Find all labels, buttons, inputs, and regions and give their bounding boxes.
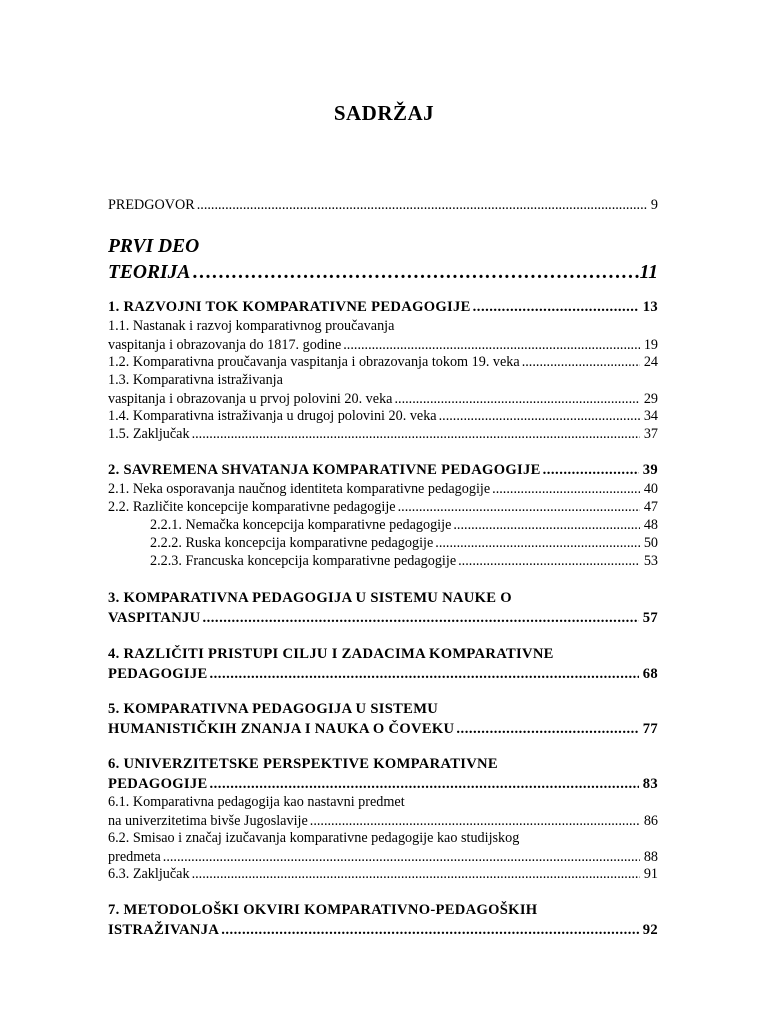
subsection-title: 2.2.3. Francuska koncepcija komparativne pedagogije: [150, 553, 457, 569]
section-title: 6.3. Zaključak: [108, 866, 190, 882]
toc-subsection-2-2-3: [150, 552, 658, 571]
toc-chapter-7: [108, 900, 658, 940]
toc-page-number: 48: [643, 517, 658, 533]
toc-section-6-1: [108, 793, 658, 830]
part-title: TEORIJA: [108, 262, 191, 283]
toc-page-number: 50: [643, 535, 658, 551]
chapter-title-cont: VASPITANJU: [108, 610, 201, 626]
chapter-title: 3. KOMPARATIVNA PEDAGOGIJA U SISTEMU NAUKE O: [108, 590, 512, 606]
dot-leader: [195, 196, 647, 215]
dot-leader: [190, 865, 640, 884]
toc-chapter-1: [108, 297, 658, 317]
dot-leader: [433, 534, 640, 553]
dot-leader: [392, 390, 639, 409]
toc-section-2-1: [108, 480, 658, 499]
toc-page-number: 9: [650, 197, 658, 213]
section-title-cont: na univerzitetima bivše Jugoslavije: [108, 812, 308, 829]
toc-page-number: 13: [642, 299, 658, 315]
toc-page-number: 57: [642, 610, 658, 626]
toc-page-number: 19: [643, 336, 658, 353]
section-title: 6.2. Smisao i značaj izučavanja komparativne pedagogije kao studijskog: [108, 830, 520, 846]
chapter-title: 2. SAVREMENA SHVATANJA KOMPARATIVNE PEDAGOGIJE: [108, 462, 541, 478]
toc-entry-predgovor: [108, 196, 658, 215]
toc-section-1-5: [108, 425, 658, 444]
toc-entry-label: PREDGOVOR: [108, 197, 195, 213]
toc-section-1-4: [108, 407, 658, 426]
toc-section-6-3: [108, 865, 658, 884]
dot-leader: [520, 353, 640, 372]
toc-page-number: 91: [643, 866, 658, 882]
dot-leader: [219, 920, 639, 940]
section-title-cont: predmeta: [108, 848, 161, 865]
dot-leader: [471, 297, 639, 317]
dot-leader: [208, 774, 639, 794]
toc-page-number: 47: [643, 499, 658, 515]
chapter-title: 5. KOMPARATIVNA PEDAGOGIJA U SISTEMU: [108, 701, 439, 717]
section-title: 1.3. Komparativna istraživanja: [108, 372, 283, 388]
chapter-title: 4. RAZLIČITI PRISTUPI CILJU I ZADACIMA KOMPARATIVNE: [108, 646, 554, 662]
toc-chapter-3: [108, 588, 658, 628]
part-label: PRVI DEO: [108, 236, 200, 257]
subsection-title: 2.2.2. Ruska koncepcija komparativne pedagogije: [150, 535, 434, 551]
toc-section-1-3: [108, 371, 658, 408]
toc-chapter-5: [108, 699, 658, 739]
dot-leader: [190, 260, 639, 286]
toc-page-number: 11: [639, 262, 658, 283]
chapter-title-cont: PEDAGOGIJE: [108, 776, 208, 792]
toc-section-1-2: [108, 353, 658, 372]
toc-subsection-2-2-2: [150, 534, 658, 553]
section-title: 2.1. Neka osporavanja naučnog identiteta komparativne pedagogije: [108, 481, 491, 497]
toc-page-number: 39: [642, 462, 658, 478]
section-title-cont: vaspitanja i obrazovanja u prvoj polovini 20. veka: [108, 390, 393, 407]
toc-page-number: 53: [643, 553, 658, 569]
toc-chapter-2: [108, 460, 658, 480]
chapter-title: 7. METODOLOŠKI OKVIRI KOMPARATIVNO-PEDAGOŠKIH: [108, 902, 538, 918]
toc-page-number: 86: [643, 812, 658, 829]
toc-page-number: 34: [643, 408, 658, 424]
subsection-title: 2.2.1. Nemačka koncepcija komparativne pedagogije: [150, 517, 452, 533]
toc-subsection-2-2-1: [150, 516, 658, 535]
page-title: SADRŽAJ: [333, 101, 435, 125]
section-title: 1.2. Komparativna proučavanja vaspitanja i obrazovanja tokom 19. veka: [108, 354, 520, 370]
section-title: 1.1. Nastanak i razvoj komparativnog proučavanja: [108, 318, 395, 334]
dot-leader: [308, 812, 640, 831]
dot-leader: [541, 460, 639, 480]
toc-section-1-1: [108, 317, 658, 354]
dot-leader: [200, 608, 638, 628]
toc-chapter-6: [108, 754, 658, 794]
toc-part-heading: [108, 234, 658, 286]
chapter-title-cont: HUMANISTIČKIH ZNANJA I NAUKA O ČOVEKU: [108, 721, 455, 737]
dot-leader: [451, 516, 639, 535]
dot-leader: [437, 407, 640, 426]
section-title: 6.1. Komparativna pedagogija kao nastavni predmet: [108, 794, 405, 810]
toc-page-number: 68: [642, 666, 658, 682]
toc-section-2-2: [108, 498, 658, 517]
section-title: 1.4. Komparativna istraživanja u drugoj polovini 20. veka: [108, 408, 437, 424]
toc-page-number: 29: [643, 390, 658, 407]
toc-section-6-2: [108, 829, 658, 866]
chapter-title-cont: ISTRAŽIVANJA: [108, 922, 220, 938]
toc-page-number: 77: [642, 721, 658, 737]
dot-leader: [454, 719, 638, 739]
section-title: 1.5. Zaključak: [108, 426, 190, 442]
dot-leader: [208, 664, 639, 684]
toc-page-number: 88: [643, 848, 658, 865]
dot-leader: [396, 498, 640, 517]
toc-page-number: 92: [642, 922, 658, 938]
chapter-title: 6. UNIVERZITETSKE PERSPEKTIVE KOMPARATIVNE: [108, 756, 498, 772]
toc-page-number: 83: [642, 776, 658, 792]
toc-chapter-4: [108, 644, 658, 684]
dot-leader: [341, 336, 640, 355]
dot-leader: [456, 552, 640, 571]
dot-leader: [190, 425, 640, 444]
toc-page-number: 37: [643, 426, 658, 442]
chapter-title-cont: PEDAGOGIJE: [108, 666, 208, 682]
dot-leader: [490, 480, 640, 499]
chapter-title: 1. RAZVOJNI TOK KOMPARATIVNE PEDAGOGIJE: [108, 299, 471, 315]
toc-page-number: 40: [643, 481, 658, 497]
section-title-cont: vaspitanja i obrazovanja do 1817. godine: [108, 336, 342, 353]
toc-page-number: 24: [643, 354, 658, 370]
dot-leader: [161, 848, 640, 867]
section-title: 2.2. Različite koncepcije komparativne pedagogije: [108, 499, 396, 515]
